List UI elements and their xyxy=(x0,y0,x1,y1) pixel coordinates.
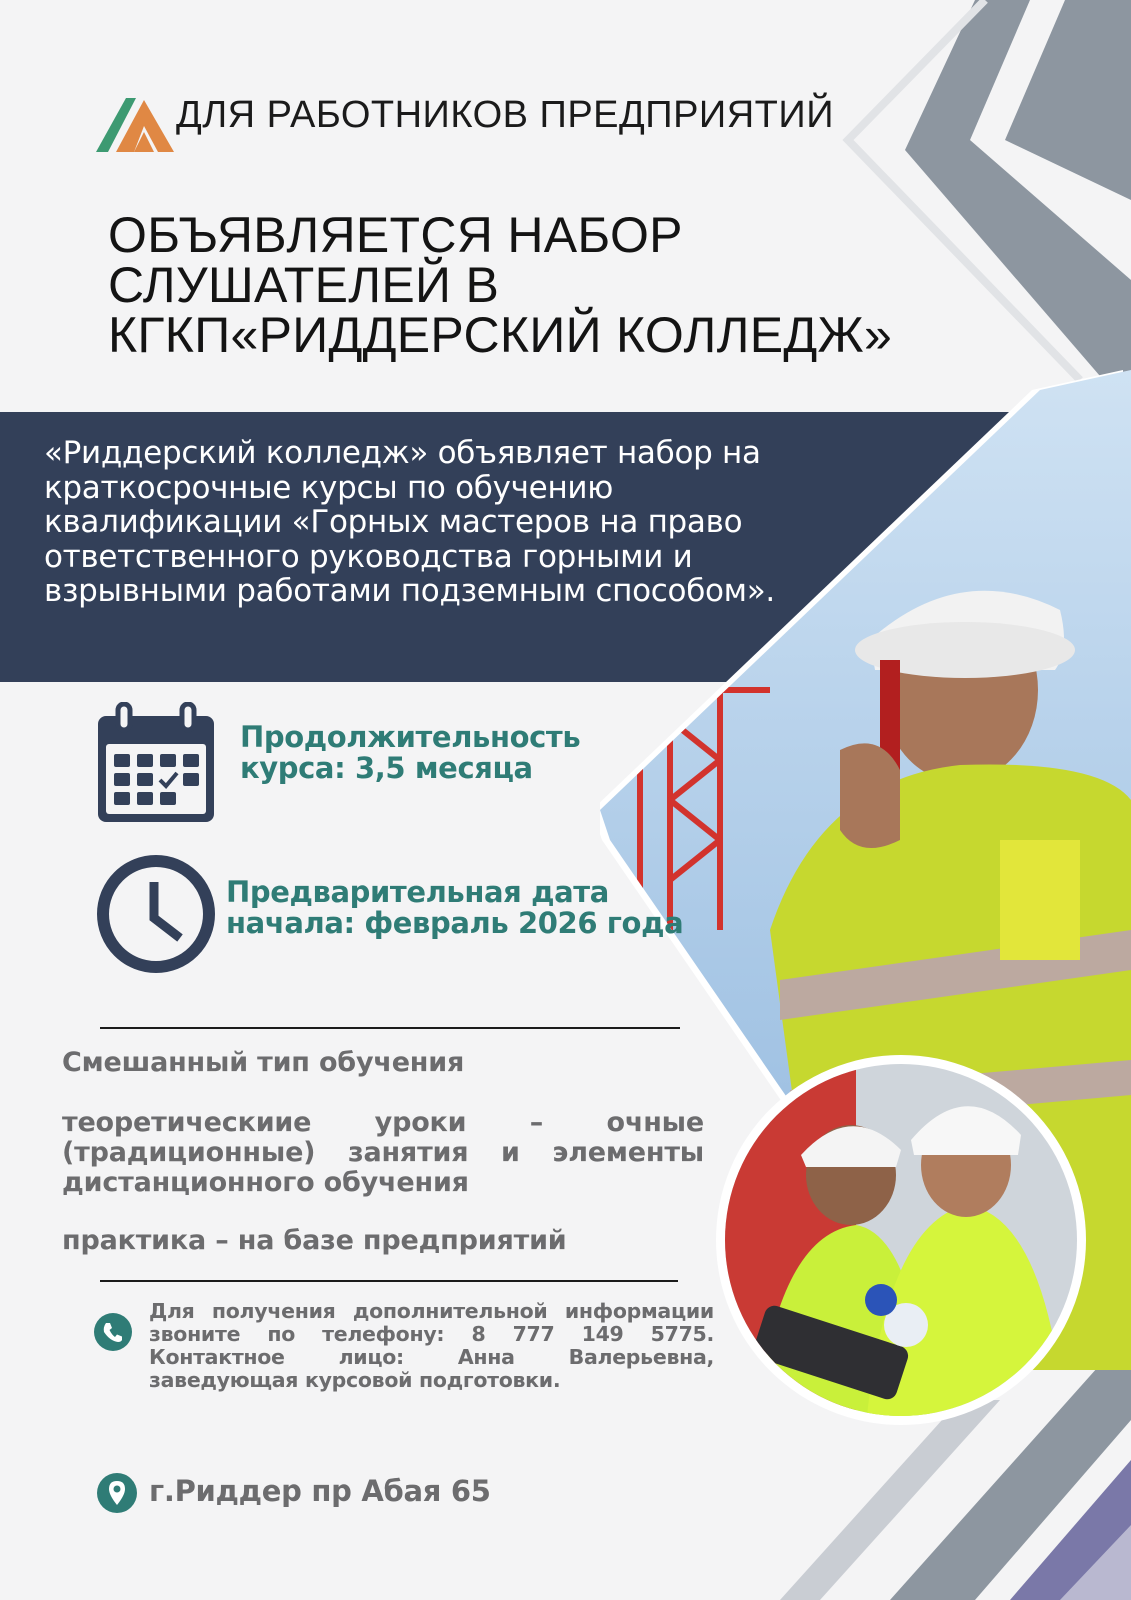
start-date-line: начала: февраль 2026 года xyxy=(226,906,684,940)
divider xyxy=(100,1280,678,1282)
course-duration-line: курса: 3,5 месяца xyxy=(240,751,533,785)
intro-text: «Риддерский колледж» объявляет набор на краткосрочные курсы по обучению квалификации «Горных мастеров на право ответственного руководства горными и взрывными работами подземным способом». xyxy=(44,435,775,609)
workers-round-photo xyxy=(716,1055,1086,1425)
page-title-line: ОБЪЯВЛЯЕТСЯ НАБОР xyxy=(108,207,683,263)
tagline: ДЛЯ РАБОТНИКОВ ПРЕДПРИЯТИЙ xyxy=(176,94,835,136)
page-title-line: КГКП«РИДДЕРСКИЙ КОЛЛЕДЖ» xyxy=(108,307,893,363)
page-title-line: СЛУШАТЕЛЕЙ В xyxy=(108,257,500,313)
address: г.Риддер пр Абая 65 xyxy=(149,1474,491,1508)
study-practice: практика – на базе предприятий xyxy=(62,1225,567,1256)
course-duration xyxy=(240,722,580,784)
start-date-line: Предварительная дата xyxy=(226,875,609,909)
study-type-title: Смешанный тип обучения xyxy=(62,1047,465,1078)
course-duration-line: Продолжительность xyxy=(240,720,581,754)
location-pin-icon xyxy=(97,1473,137,1513)
contact-info: Для получения дополнительной информации звоните по телефону: 8 777 149 5775. Контактное лицо: Анна Валерьевна, заведующая курсовой подготовки. xyxy=(149,1299,714,1392)
start-date xyxy=(226,877,683,939)
triangle-logo-icon xyxy=(96,96,174,152)
clock-icon xyxy=(96,854,216,974)
divider xyxy=(100,1027,680,1029)
study-theory: теоретическиие уроки – очные (традиционные) занятия и элементы дистанционного обучения xyxy=(62,1107,704,1198)
calendar-icon xyxy=(96,702,216,824)
page-title xyxy=(108,207,928,363)
phone-icon xyxy=(94,1313,132,1351)
